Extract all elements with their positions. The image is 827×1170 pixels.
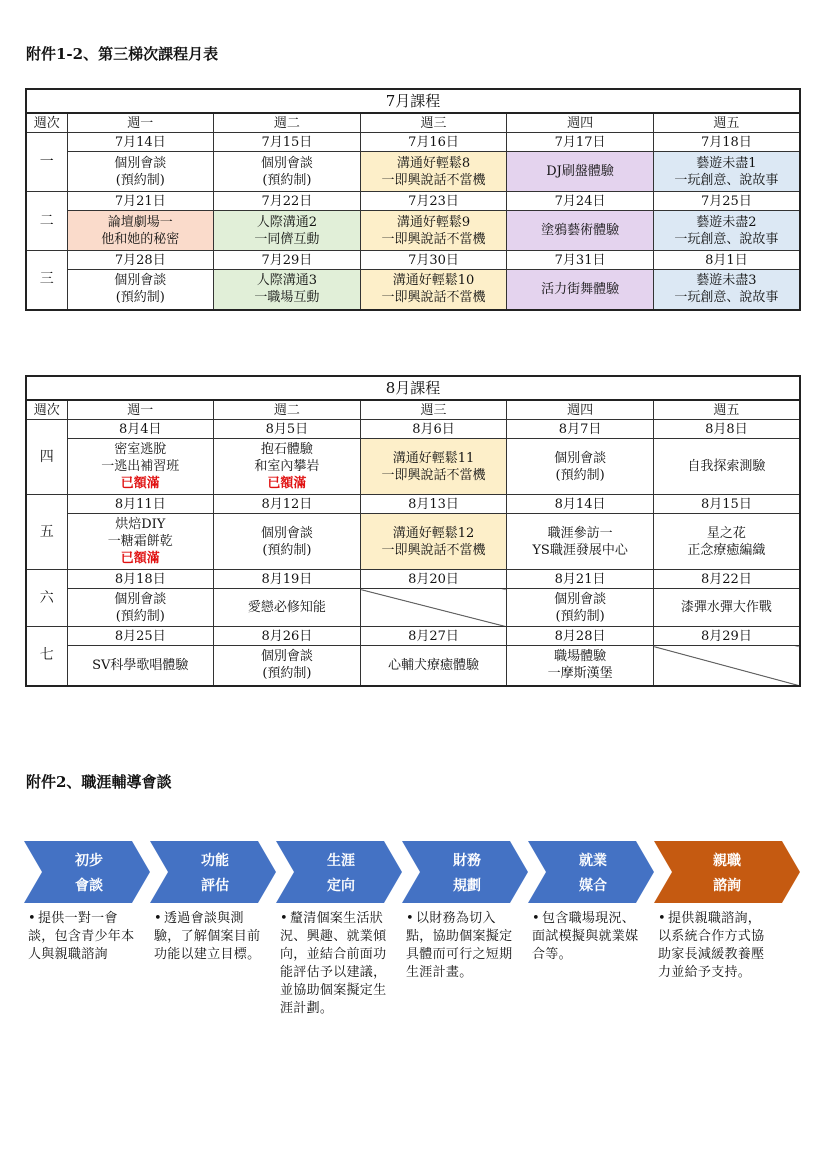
week-label: 五 xyxy=(26,495,67,570)
date-cell: 7月31日 xyxy=(507,251,654,270)
empty-slashed-cell xyxy=(653,646,800,686)
course-cell: 心輔犬療癒體驗 xyxy=(360,646,507,686)
date-cell: 8月11日 xyxy=(67,495,214,514)
process-step-parenting-consultation xyxy=(654,841,800,903)
date-cell: 8月14日 xyxy=(507,495,654,514)
date-cell: 8月20日 xyxy=(360,570,507,589)
svg-text:媒合: 媒合 xyxy=(579,878,607,894)
col-header-thu: 週四 xyxy=(507,400,654,420)
course-cell: 漆彈水彈大作戰 xyxy=(653,589,800,627)
date-cell: 8月1日 xyxy=(653,251,800,270)
course-cell: 活力街舞體驗 xyxy=(507,270,654,310)
course-cell: 個別會談 (預約制) xyxy=(507,439,654,495)
course-cell: SV科學歌唱體驗 xyxy=(67,646,214,686)
week-label: 一 xyxy=(26,133,67,192)
col-header-fri: 週五 xyxy=(653,113,800,133)
course-cell: 個別會談 (預約制) xyxy=(214,152,361,192)
course-cell: 個別會談 (預約制) xyxy=(507,589,654,627)
date-cell: 7月25日 xyxy=(653,192,800,211)
date-cell: 8月21日 xyxy=(507,570,654,589)
july-title: 7月課程 xyxy=(26,89,800,113)
process-step-job-matching xyxy=(528,841,654,903)
col-header-wed: 週三 xyxy=(360,113,507,133)
course-cell: 溝通好輕鬆12 一即興說話不當機 xyxy=(360,514,507,570)
col-header-week: 週次 xyxy=(26,113,67,133)
step-description: • 釐清個案生活狀況、興趣、就業傾向，並結合前面功能評估予以建議，並協助個案擬定生涯計劃。 xyxy=(280,911,387,1016)
step-description: • 以財務為切入點，協助個案擬定具體而可行之短期生涯計畫。 xyxy=(406,911,513,980)
step-description: • 提供親職諮詢，以系統合作方式協助家長減緩教養壓力並給予支持。 xyxy=(658,911,765,980)
full-badge: 已額滿 xyxy=(267,476,307,491)
course-cell: 個別會談 (預約制) xyxy=(214,514,361,570)
date-cell: 7月14日 xyxy=(67,133,214,152)
full-badge: 已額滿 xyxy=(120,551,160,566)
empty-slashed-cell xyxy=(360,589,507,627)
course-cell: 個別會談 (預約制) xyxy=(67,270,214,310)
week-label: 三 xyxy=(26,251,67,310)
process-step-function-assessment xyxy=(150,841,276,903)
date-cell: 8月5日 xyxy=(214,420,361,439)
col-header-wed: 週三 xyxy=(360,400,507,420)
svg-text:就業: 就業 xyxy=(579,853,607,869)
course-cell: 人際溝通3 一職場互動 xyxy=(214,270,361,310)
course-cell: 溝通好輕鬆10 一即興說話不當機 xyxy=(360,270,507,310)
date-cell: 8月4日 xyxy=(67,420,214,439)
week-label: 二 xyxy=(26,192,67,251)
heading-attachment-1-2: 附件1-2、第三梯次課程月表 xyxy=(26,45,219,63)
svg-text:諮詢: 諮詢 xyxy=(713,878,741,894)
course-cell: 抱石體驗 和室內攀岩 已額滿 xyxy=(214,439,361,495)
course-cell: DJ刷盤體驗 xyxy=(507,152,654,192)
course-cell: 溝通好輕鬆11 一即興說話不當機 xyxy=(360,439,507,495)
course-cell: 人際溝通2 一同儕互動 xyxy=(214,211,361,251)
august-schedule-table xyxy=(25,375,801,687)
career-counseling-process-flow xyxy=(24,841,804,903)
week-label: 六 xyxy=(26,570,67,627)
col-header-tue: 週二 xyxy=(214,113,361,133)
course-cell: 藝遊未盡3 一玩創意、說故事 xyxy=(653,270,800,310)
date-cell: 8月8日 xyxy=(653,420,800,439)
process-step-career-orientation xyxy=(276,841,402,903)
date-cell: 8月19日 xyxy=(214,570,361,589)
svg-text:親職: 親職 xyxy=(713,853,741,869)
date-cell: 7月23日 xyxy=(360,192,507,211)
date-cell: 8月27日 xyxy=(360,627,507,646)
date-cell: 8月26日 xyxy=(214,627,361,646)
date-cell: 8月6日 xyxy=(360,420,507,439)
col-header-mon: 週一 xyxy=(67,113,214,133)
col-header-week: 週次 xyxy=(26,400,67,420)
svg-text:生涯: 生涯 xyxy=(327,853,355,869)
svg-text:會談: 會談 xyxy=(75,878,103,894)
course-cell: 烘焙DIY 一糖霜餅乾 已額滿 xyxy=(67,514,214,570)
svg-text:定向: 定向 xyxy=(327,878,355,894)
date-cell: 7月24日 xyxy=(507,192,654,211)
step-description: • 提供一對一會談，包含青少年本人與親職諮詢 xyxy=(28,911,135,962)
date-cell: 8月28日 xyxy=(507,627,654,646)
course-cell: 藝遊未盡2 一玩創意、說故事 xyxy=(653,211,800,251)
date-cell: 8月29日 xyxy=(653,627,800,646)
date-cell: 7月22日 xyxy=(214,192,361,211)
course-cell: 個別會談 (預約制) xyxy=(67,589,214,627)
course-cell: 個別會談 (預約制) xyxy=(214,646,361,686)
course-cell: 職涯參訪一 YS職涯發展中心 xyxy=(507,514,654,570)
col-header-thu: 週四 xyxy=(507,113,654,133)
full-badge: 已額滿 xyxy=(120,476,160,491)
date-cell: 7月28日 xyxy=(67,251,214,270)
date-cell: 7月16日 xyxy=(360,133,507,152)
course-cell: 愛戀必修知能 xyxy=(214,589,361,627)
date-cell: 7月18日 xyxy=(653,133,800,152)
process-step-financial-planning xyxy=(402,841,528,903)
course-cell: 職場體驗 一摩斯漢堡 xyxy=(507,646,654,686)
svg-text:功能: 功能 xyxy=(201,853,229,869)
date-cell: 8月7日 xyxy=(507,420,654,439)
date-cell: 8月13日 xyxy=(360,495,507,514)
july-schedule-table xyxy=(25,88,801,311)
svg-text:初步: 初步 xyxy=(75,853,103,869)
week-label: 四 xyxy=(26,420,67,495)
date-cell: 8月12日 xyxy=(214,495,361,514)
step-description: • 透過會談與測驗，了解個案目前功能以建立目標。 xyxy=(154,911,261,962)
step-description: • 包含職場現況、面試模擬與就業媒合等。 xyxy=(532,911,639,962)
svg-text:規劃: 規劃 xyxy=(453,878,481,894)
process-step-initial-interview xyxy=(24,841,150,903)
date-cell: 8月22日 xyxy=(653,570,800,589)
course-cell: 星之花 正念療癒編織 xyxy=(653,514,800,570)
svg-text:財務: 財務 xyxy=(453,853,481,869)
august-title: 8月課程 xyxy=(26,376,800,400)
date-cell: 7月29日 xyxy=(214,251,361,270)
course-cell: 塗鴉藝術體驗 xyxy=(507,211,654,251)
date-cell: 8月18日 xyxy=(67,570,214,589)
heading-attachment-2: 附件2、職涯輔導會談 xyxy=(26,773,172,791)
date-cell: 8月25日 xyxy=(67,627,214,646)
date-cell: 8月15日 xyxy=(653,495,800,514)
course-cell: 密室逃脫 一逃出補習班 已額滿 xyxy=(67,439,214,495)
svg-text:評估: 評估 xyxy=(201,878,229,894)
date-cell: 7月30日 xyxy=(360,251,507,270)
date-cell: 7月15日 xyxy=(214,133,361,152)
date-cell: 7月21日 xyxy=(67,192,214,211)
course-cell: 藝遊未盡1 一玩創意、說故事 xyxy=(653,152,800,192)
course-cell: 溝通好輕鬆8 一即興說話不當機 xyxy=(360,152,507,192)
course-cell: 個別會談 (預約制) xyxy=(67,152,214,192)
course-cell: 論壇劇場一 他和她的秘密 xyxy=(67,211,214,251)
course-cell: 自我探索測驗 xyxy=(653,439,800,495)
week-label: 七 xyxy=(26,627,67,686)
col-header-tue: 週二 xyxy=(214,400,361,420)
date-cell: 7月17日 xyxy=(507,133,654,152)
course-cell: 溝通好輕鬆9 一即興說話不當機 xyxy=(360,211,507,251)
col-header-mon: 週一 xyxy=(67,400,214,420)
col-header-fri: 週五 xyxy=(653,400,800,420)
